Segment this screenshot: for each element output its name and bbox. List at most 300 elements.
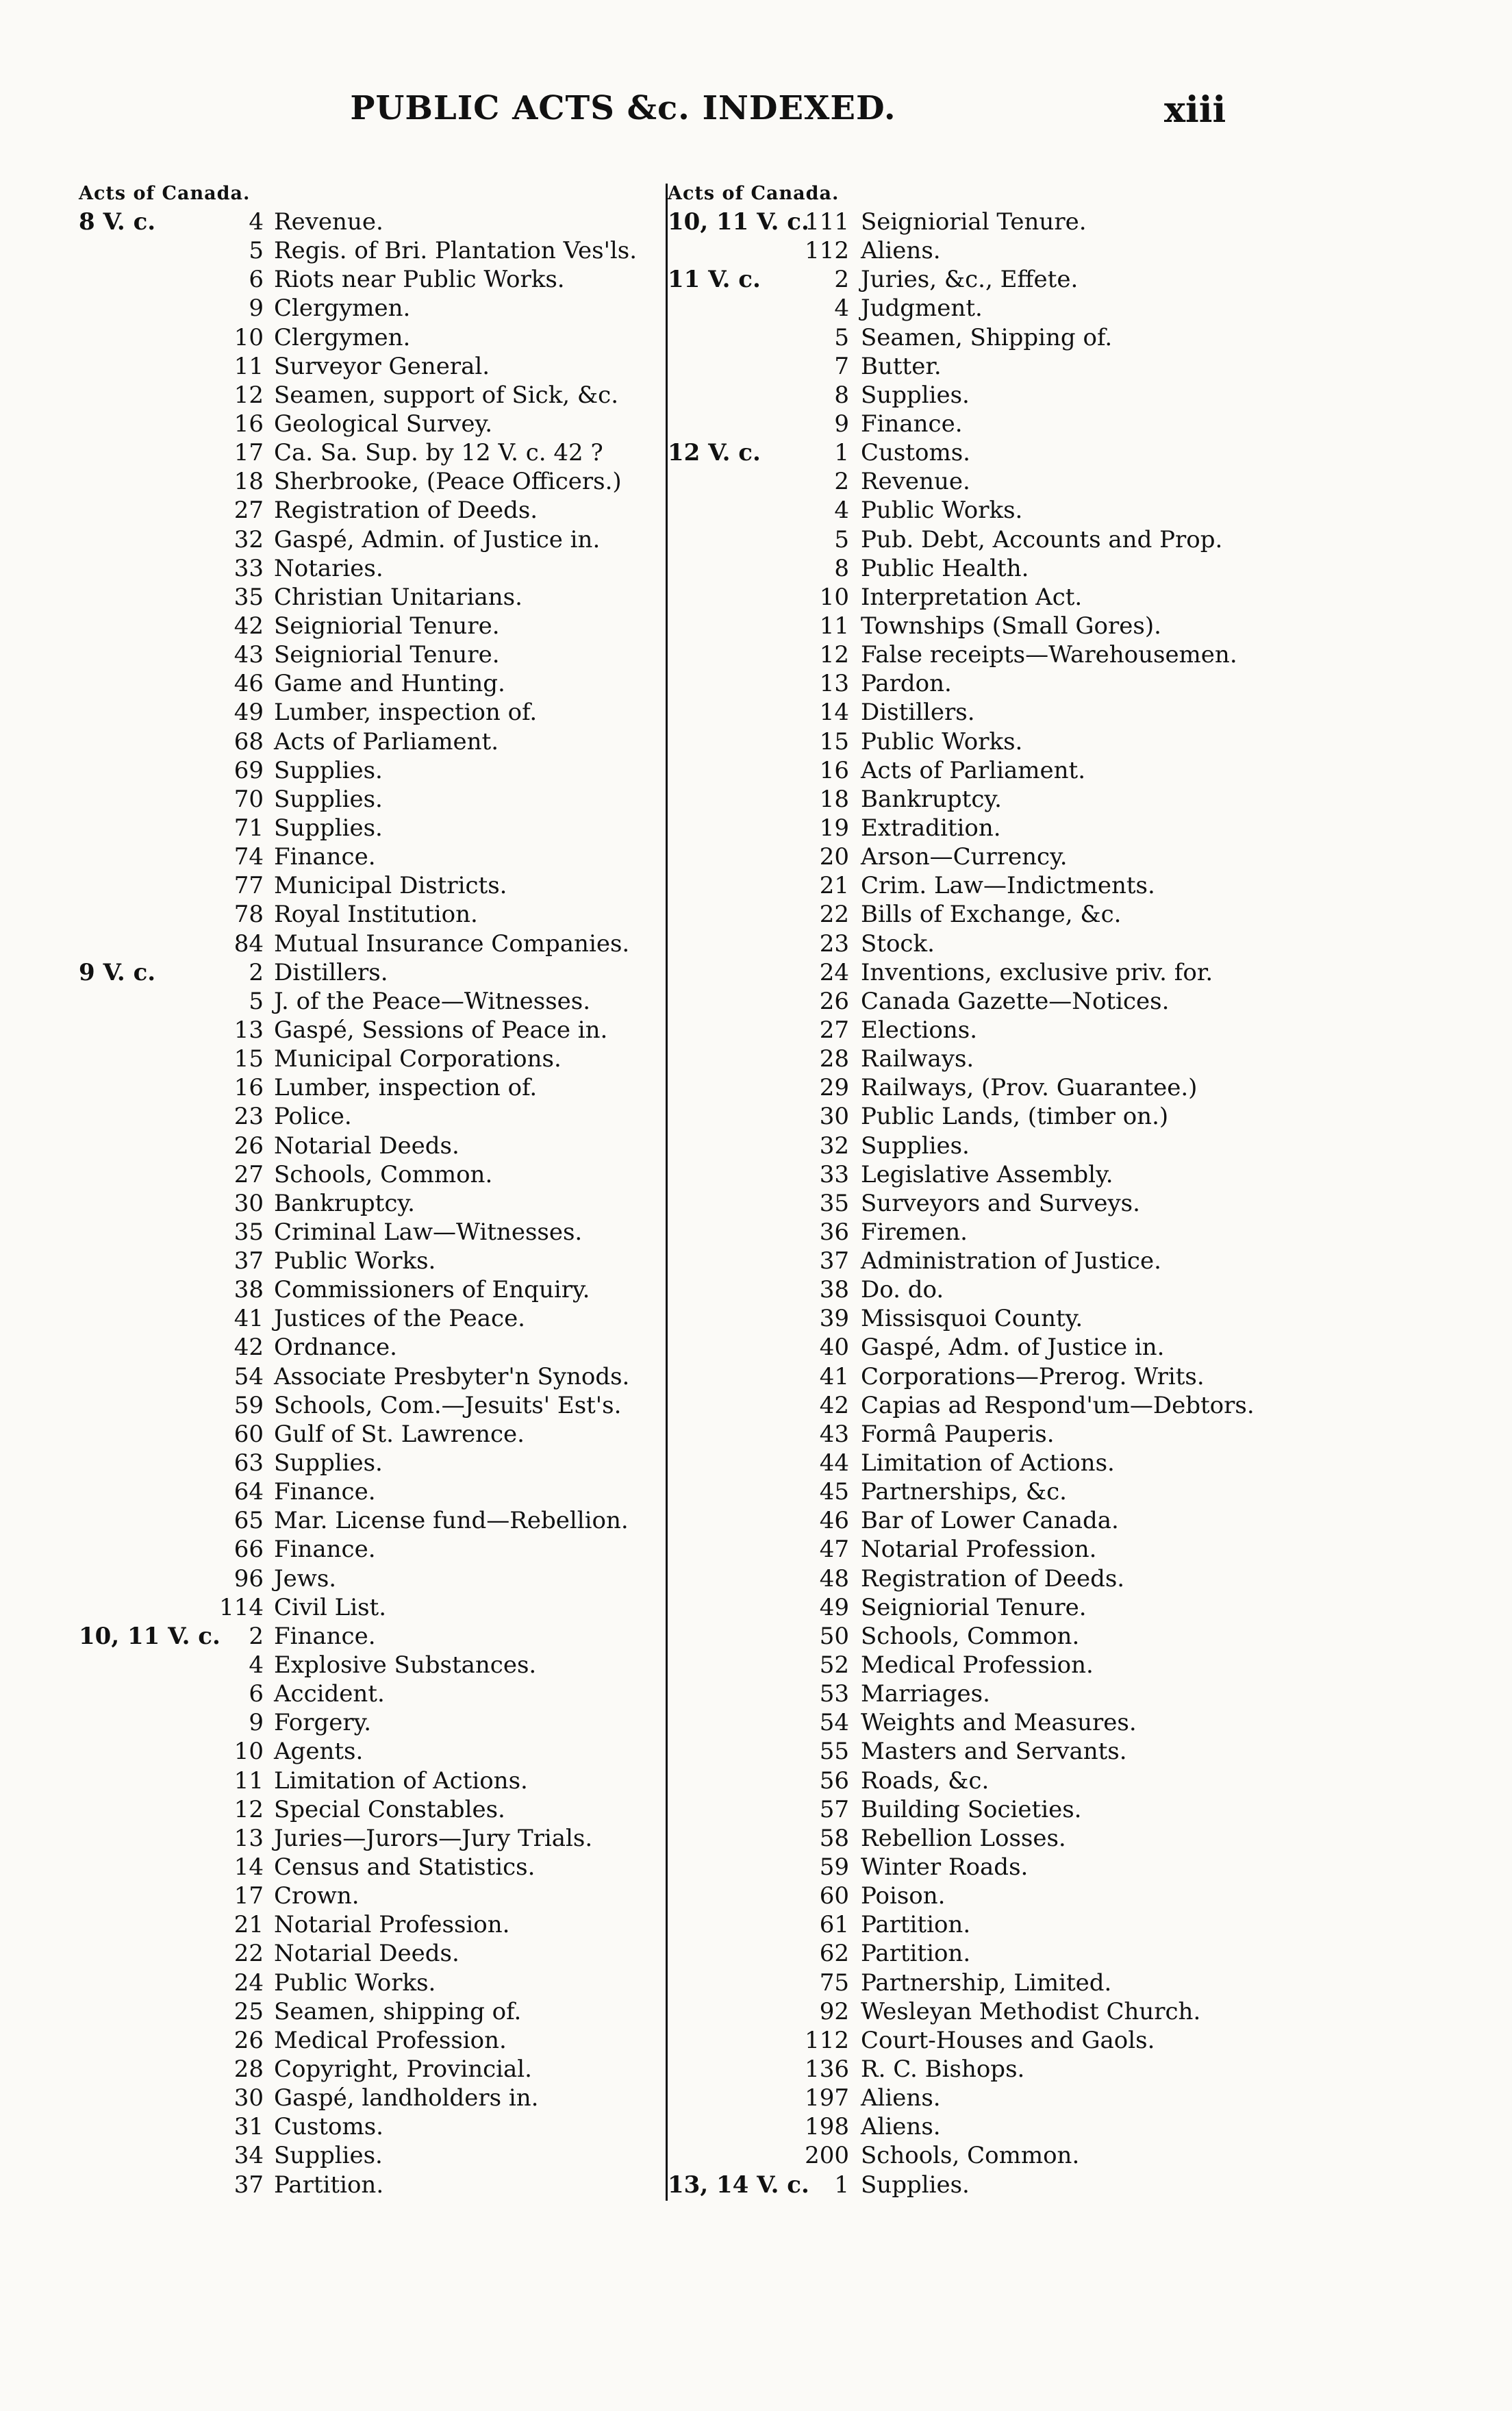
act-number: 5: [249, 987, 264, 1015]
act-title: Judgment.: [861, 295, 983, 323]
index-entry: [79, 1679, 668, 1708]
act-title: Building Societies.: [861, 1795, 1082, 1823]
act-title: Extradition.: [861, 814, 1001, 842]
act-title: Seigniorial Tenure.: [274, 641, 500, 669]
act-title: Public Works.: [274, 1247, 436, 1275]
act-title: Public Works.: [861, 497, 1023, 525]
act-title: Supplies.: [861, 1132, 970, 1160]
act-title: Game and Hunting.: [274, 670, 505, 698]
act-number: 78: [234, 901, 264, 929]
index-entry: [79, 1939, 668, 1968]
index-entry: [668, 727, 1284, 756]
act-number: 42: [819, 1391, 849, 1419]
act-title: Special Constables.: [274, 1795, 505, 1823]
act-number: 46: [819, 1507, 849, 1535]
index-entry: [668, 669, 1284, 698]
index-entry: [79, 1593, 668, 1622]
act-number: 29: [819, 1074, 849, 1102]
act-number: 26: [234, 2026, 264, 2054]
index-entry: [668, 1882, 1284, 1910]
act-title: Limitation of Actions.: [861, 1449, 1115, 1477]
index-entry: [79, 1362, 668, 1391]
act-title: Seamen, Shipping of.: [861, 323, 1113, 351]
act-title: Explosive Substances.: [274, 1651, 537, 1679]
act-title: Capias ad Respond'um—Debtors.: [861, 1391, 1255, 1419]
index-entry: [668, 1593, 1284, 1622]
act-number: 2: [834, 468, 849, 496]
index-entry: [79, 1622, 668, 1651]
act-number: 57: [819, 1795, 849, 1823]
act-title: Schools, Common.: [861, 1622, 1080, 1650]
act-title: Firemen.: [861, 1218, 968, 1246]
index-entry: [668, 1420, 1284, 1449]
act-title: Do. do.: [861, 1276, 944, 1304]
act-number: 37: [819, 1247, 849, 1275]
act-title: Schools, Common.: [861, 2142, 1080, 2170]
act-title: Public Health.: [861, 554, 1029, 582]
act-number: 24: [819, 958, 849, 986]
act-number: 40: [819, 1334, 849, 1362]
index-entry: [79, 208, 668, 236]
act-number: 52: [819, 1651, 849, 1679]
act-title: Gaspé, Sessions of Peace in.: [274, 1016, 608, 1044]
act-title: Finance.: [274, 843, 376, 871]
act-title: Supplies.: [274, 814, 383, 842]
act-title: Distillers.: [274, 958, 388, 986]
index-entry: [668, 208, 1284, 236]
left-column-heading: Acts of Canada.: [79, 183, 251, 204]
index-entry: [668, 1333, 1284, 1362]
act-number: 17: [234, 439, 264, 467]
act-number: 41: [819, 1362, 849, 1390]
act-title: Acts of Parliament.: [274, 727, 499, 755]
act-number: 49: [234, 699, 264, 727]
act-number: 69: [234, 756, 264, 784]
act-title: Registration of Deeds.: [861, 1564, 1125, 1592]
index-entry: [668, 612, 1284, 640]
act-title: Missisquoi County.: [861, 1305, 1083, 1333]
session-label: 13, 14 V. c.: [668, 2171, 809, 2199]
act-title: Lumber, inspection of.: [274, 1074, 538, 1102]
act-title: Wesleyan Methodist Church.: [861, 1997, 1201, 2025]
act-title: Medical Profession.: [274, 2026, 507, 2054]
act-number: 136: [805, 2056, 849, 2083]
act-number: 42: [234, 612, 264, 640]
act-number: 20: [819, 843, 849, 871]
index-entry: [668, 410, 1284, 438]
act-title: Accident.: [274, 1680, 385, 1708]
act-title: Copyright, Provincial.: [274, 2056, 532, 2083]
act-number: 2: [249, 958, 264, 986]
act-number: 31: [234, 2113, 264, 2141]
act-title: Gaspé, Admin. of Justice in.: [274, 525, 601, 553]
act-title: Christian Unitarians.: [274, 583, 522, 611]
act-number: 62: [819, 1940, 849, 1968]
act-number: 4: [834, 295, 849, 323]
act-number: 25: [234, 1997, 264, 2025]
act-title: Regis. of Bri. Plantation Ves'ls.: [274, 237, 638, 265]
act-number: 21: [234, 1911, 264, 1939]
act-title: Acts of Parliament.: [861, 756, 1085, 784]
index-entry: [668, 1824, 1284, 1853]
act-number: 37: [234, 1247, 264, 1275]
index-entry: [668, 583, 1284, 612]
index-entry: [79, 842, 668, 871]
act-number: 35: [234, 1218, 264, 1246]
act-title: Municipal Districts.: [274, 872, 507, 900]
act-title: Crown.: [274, 1882, 360, 1910]
act-title: Partition.: [861, 1940, 971, 1968]
act-title: Police.: [274, 1103, 352, 1131]
index-entry: [668, 1737, 1284, 1766]
act-number: 13: [234, 1016, 264, 1044]
index-entry: [79, 1304, 668, 1333]
act-title: Supplies.: [861, 381, 970, 409]
act-number: 198: [805, 2113, 849, 2141]
act-title: Notaries.: [274, 554, 383, 582]
act-title: Finance.: [274, 1622, 376, 1650]
act-number: 64: [234, 1478, 264, 1506]
index-entry: [79, 1564, 668, 1593]
act-number: 111: [805, 208, 849, 236]
act-title: Poison.: [861, 1882, 946, 1910]
index-entry: [79, 1420, 668, 1449]
session-label: 8 V. c.: [79, 208, 156, 236]
index-entry: [668, 929, 1284, 958]
index-entry: [79, 1477, 668, 1506]
index-entry: [79, 2026, 668, 2055]
act-title: Supplies.: [274, 1449, 383, 1477]
act-title: Gaspé, landholders in.: [274, 2084, 539, 2112]
act-title: Associate Presbyter'n Synods.: [274, 1362, 630, 1390]
act-number: 12: [234, 381, 264, 409]
act-number: 68: [234, 727, 264, 755]
index-entry: [668, 1939, 1284, 1968]
page-title: PUBLIC ACTS &c. INDEXED.: [350, 89, 896, 127]
index-entry: [668, 554, 1284, 583]
act-number: 61: [819, 1911, 849, 1939]
index-entry: [668, 1910, 1284, 1939]
index-entry: [668, 1564, 1284, 1593]
act-number: 12: [234, 1795, 264, 1823]
act-title: Public Lands, (timber on.): [861, 1103, 1169, 1131]
act-title: Schools, Com.—Jesuits' Est's.: [274, 1391, 622, 1419]
act-number: 9: [249, 295, 264, 323]
act-title: Masters and Servants.: [861, 1738, 1127, 1766]
act-title: Gaspé, Adm. of Justice in.: [861, 1334, 1165, 1362]
index-entry: [79, 467, 668, 496]
index-entry: [668, 1045, 1284, 1073]
act-number: 28: [819, 1045, 849, 1073]
act-number: 18: [819, 785, 849, 813]
session-label: 9 V. c.: [79, 958, 156, 986]
index-entry: [79, 236, 668, 265]
index-entry: [79, 698, 668, 727]
index-entry: [668, 2112, 1284, 2141]
index-entry: [668, 842, 1284, 871]
act-title: Canada Gazette—Notices.: [861, 987, 1170, 1015]
act-title: Partition.: [274, 2171, 384, 2199]
act-number: 75: [819, 1969, 849, 1997]
index-entry: [668, 1535, 1284, 1564]
index-entry: [668, 1477, 1284, 1506]
act-title: Aliens.: [861, 2113, 941, 2141]
act-number: 54: [234, 1362, 264, 1390]
act-number: 48: [819, 1564, 849, 1592]
act-number: 44: [819, 1449, 849, 1477]
index-entry: [668, 236, 1284, 265]
act-number: 8: [834, 381, 849, 409]
act-title: Formâ Pauperis.: [861, 1420, 1055, 1448]
index-entry: [668, 756, 1284, 785]
index-entry: [79, 1247, 668, 1275]
act-number: 2: [834, 266, 849, 294]
act-title: R. C. Bishops.: [861, 2056, 1025, 2083]
index-entry: [668, 467, 1284, 496]
index-entry: [668, 1651, 1284, 1679]
index-entry: [668, 900, 1284, 929]
act-number: 5: [834, 525, 849, 553]
index-entry: [668, 2026, 1284, 2055]
act-number: 28: [234, 2056, 264, 2083]
act-number: 63: [234, 1449, 264, 1477]
index-entry: [79, 525, 668, 554]
index-entry: [79, 496, 668, 525]
act-title: Limitation of Actions.: [274, 1766, 528, 1795]
act-title: Clergymen.: [274, 323, 411, 351]
index-entry: [79, 1132, 668, 1160]
index-entry: [79, 410, 668, 438]
act-title: Customs.: [861, 439, 970, 467]
act-number: 13: [819, 670, 849, 698]
index-entry: [668, 2084, 1284, 2112]
act-title: Ordnance.: [274, 1334, 397, 1362]
act-title: Clergymen.: [274, 295, 411, 323]
index-entry: [79, 1218, 668, 1247]
act-number: 19: [819, 814, 849, 842]
act-number: 11: [234, 1766, 264, 1795]
act-number: 4: [834, 497, 849, 525]
act-number: 30: [234, 1189, 264, 1217]
index-entry: [79, 1997, 668, 2026]
index-entry: [79, 2141, 668, 2170]
act-number: 8: [834, 554, 849, 582]
act-number: 71: [234, 814, 264, 842]
act-number: 30: [234, 2084, 264, 2112]
act-title: Customs.: [274, 2113, 383, 2141]
act-title: Crim. Law—Indictments.: [861, 872, 1155, 900]
act-title: Supplies.: [274, 2142, 383, 2170]
act-number: 36: [819, 1218, 849, 1246]
index-entry: [79, 871, 668, 900]
index-entry: [79, 554, 668, 583]
index-entry: [79, 2171, 668, 2199]
index-entry: [668, 381, 1284, 410]
act-title: Criminal Law—Witnesses.: [274, 1218, 583, 1246]
act-title: Arson—Currency.: [861, 843, 1068, 871]
index-entry: [79, 612, 668, 640]
act-number: 112: [805, 2026, 849, 2054]
act-number: 11: [819, 612, 849, 640]
act-title: Partnerships, &c.: [861, 1478, 1067, 1506]
index-entry: [668, 1766, 1284, 1795]
index-entry: [668, 2141, 1284, 2170]
act-number: 5: [834, 323, 849, 351]
index-entry: [79, 352, 668, 381]
index-entry: [79, 1506, 668, 1535]
act-number: 22: [819, 901, 849, 929]
act-title: Riots near Public Works.: [274, 266, 565, 294]
index-entry: [668, 1247, 1284, 1275]
act-number: 15: [819, 727, 849, 755]
index-entry: [79, 1391, 668, 1420]
index-entry: [668, 265, 1284, 294]
right-column: [668, 180, 1284, 2199]
index-entry: [79, 1910, 668, 1939]
act-number: 16: [234, 1074, 264, 1102]
act-title: Jews.: [274, 1564, 337, 1592]
index-entry: [668, 1218, 1284, 1247]
act-title: Roads, &c.: [861, 1766, 990, 1795]
right-column-heading: Acts of Canada.: [668, 183, 840, 204]
index-entry: [79, 1969, 668, 1997]
index-entry: [668, 1997, 1284, 2026]
act-title: Schools, Common.: [274, 1160, 493, 1188]
act-number: 10: [819, 583, 849, 611]
act-number: 23: [819, 929, 849, 958]
index-entry: [668, 2055, 1284, 2084]
index-entry: [668, 698, 1284, 727]
index-entry: [668, 1449, 1284, 1477]
index-entry: [79, 900, 668, 929]
index-entry: [668, 352, 1284, 381]
act-number: 26: [234, 1132, 264, 1160]
act-number: 60: [234, 1420, 264, 1448]
act-number: 56: [819, 1766, 849, 1795]
index-entry: [79, 1045, 668, 1073]
act-title: Seamen, shipping of.: [274, 1997, 522, 2025]
act-title: Juries—Jurors—Jury Trials.: [274, 1824, 593, 1852]
act-title: Bankruptcy.: [274, 1189, 415, 1217]
act-title: Revenue.: [274, 208, 383, 236]
act-number: 84: [234, 929, 264, 958]
index-entry: [79, 2055, 668, 2084]
index-entry: [79, 987, 668, 1016]
act-title: Distillers.: [861, 699, 975, 727]
act-number: 41: [234, 1305, 264, 1333]
index-entry: [79, 929, 668, 958]
act-title: Administration of Justice.: [861, 1247, 1161, 1275]
act-title: Surveyor General.: [274, 352, 490, 380]
index-entry: [668, 1102, 1284, 1131]
index-entry: [668, 294, 1284, 323]
act-title: Aliens.: [861, 2084, 941, 2112]
act-number: 15: [234, 1045, 264, 1073]
index-entry: [79, 1651, 668, 1679]
act-number: 54: [819, 1709, 849, 1737]
index-entry: [79, 438, 668, 467]
act-title: Pardon.: [861, 670, 952, 698]
act-number: 11: [234, 352, 264, 380]
act-title: Civil List.: [274, 1593, 387, 1621]
index-entry: [79, 1737, 668, 1766]
index-entry: [668, 1132, 1284, 1160]
act-title: Seigniorial Tenure.: [861, 1593, 1087, 1621]
session-label: 11 V. c.: [668, 266, 761, 294]
act-title: Justices of the Peace.: [274, 1305, 525, 1333]
act-number: 10: [234, 323, 264, 351]
act-title: Stock.: [861, 929, 935, 958]
act-number: 27: [819, 1016, 849, 1044]
act-title: Geological Survey.: [274, 410, 492, 438]
act-number: 23: [234, 1103, 264, 1131]
act-title: Municipal Corporations.: [274, 1045, 562, 1073]
index-entry: [668, 1708, 1284, 1737]
act-title: Townships (Small Gores).: [861, 612, 1161, 640]
act-title: Seamen, support of Sick, &c.: [274, 381, 619, 409]
act-title: False receipts—Warehousemen.: [861, 641, 1237, 669]
act-number: 34: [234, 2142, 264, 2170]
act-title: Public Works.: [274, 1969, 436, 1997]
act-title: Public Works.: [861, 727, 1023, 755]
act-number: 37: [234, 2171, 264, 2199]
act-title: Forgery.: [274, 1709, 372, 1737]
right-entries-list: [668, 208, 1284, 2199]
index-entry: [668, 1391, 1284, 1420]
index-entry: [668, 785, 1284, 814]
act-title: Royal Institution.: [274, 901, 478, 929]
index-entry: [668, 438, 1284, 467]
act-number: 197: [805, 2084, 849, 2112]
page-number: xiii: [1164, 89, 1226, 131]
act-number: 32: [819, 1132, 849, 1160]
act-title: Agents.: [274, 1738, 364, 1766]
act-title: Supplies.: [861, 2171, 970, 2199]
index-entry: [668, 1853, 1284, 1882]
index-entry: [668, 1795, 1284, 1824]
act-number: 33: [819, 1160, 849, 1188]
act-number: 32: [234, 525, 264, 553]
act-number: 7: [834, 352, 849, 380]
page-header: [0, 89, 1512, 151]
act-number: 12: [819, 641, 849, 669]
act-number: 18: [234, 468, 264, 496]
act-title: Inventions, exclusive priv. for.: [861, 958, 1213, 986]
index-entry: [668, 1016, 1284, 1045]
index-entry: [79, 2112, 668, 2141]
act-title: Notarial Profession.: [274, 1911, 510, 1939]
act-title: Partnership, Limited.: [861, 1969, 1112, 1997]
act-number: 60: [819, 1882, 849, 1910]
act-title: Corporations—Prerog. Writs.: [861, 1362, 1205, 1390]
act-number: 49: [819, 1593, 849, 1621]
index-entry: [79, 294, 668, 323]
act-title: Interpretation Act.: [861, 583, 1083, 611]
act-number: 35: [234, 583, 264, 611]
act-title: Railways, (Prov. Guarantee.): [861, 1074, 1198, 1102]
act-title: Bar of Lower Canada.: [861, 1507, 1119, 1535]
index-entry: [79, 1016, 668, 1045]
index-entry: [79, 814, 668, 842]
act-title: Census and Statistics.: [274, 1853, 536, 1882]
act-title: J. of the Peace—Witnesses.: [274, 987, 591, 1015]
act-title: Railways.: [861, 1045, 974, 1073]
index-entry: [79, 323, 668, 352]
act-title: Mar. License fund—Rebellion.: [274, 1507, 629, 1535]
index-entry: [668, 987, 1284, 1016]
act-number: 66: [234, 1536, 264, 1564]
index-entry: [79, 1766, 668, 1795]
